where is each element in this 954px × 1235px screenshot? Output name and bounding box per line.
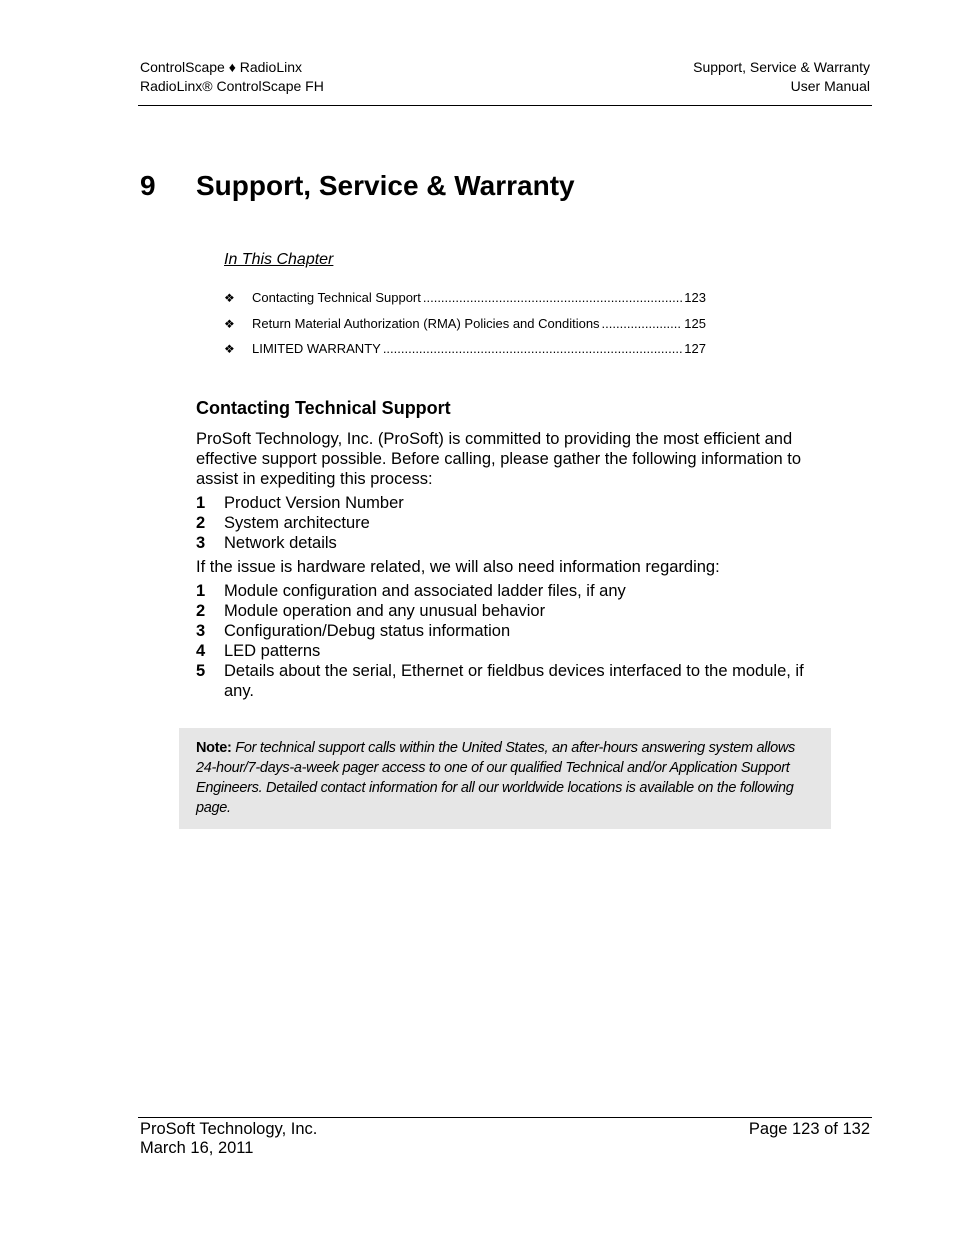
list-item-text: Module configuration and associated ladder files, if any	[224, 582, 626, 600]
list-item-text: Details about the serial, Ethernet or fieldbus devices interfaced to the module, if any.	[224, 662, 804, 700]
header-right	[693, 58, 870, 96]
list-item-text: Module operation and any unusual behavior	[224, 602, 546, 620]
footer-company: ProSoft Technology, Inc.	[140, 1120, 318, 1138]
section-intro: ProSoft Technology, Inc. (ProSoft) is committed to providing the most efficient and effective support possible. Before calling, please gather the following information to assist in expediting this process:	[196, 430, 802, 488]
chapter-title-text: Support, Service & Warranty	[196, 170, 575, 201]
toc-entry[interactable]	[224, 341, 706, 367]
list-item-number: 2	[196, 514, 206, 532]
chapter-toc	[224, 290, 706, 367]
list-item-text: System architecture	[224, 514, 370, 532]
list-item	[196, 621, 820, 641]
list-item-number: 1	[196, 582, 206, 600]
list-item-text: Configuration/Debug status information	[224, 622, 511, 640]
list-item-text: Network details	[224, 534, 337, 552]
list-item	[196, 533, 820, 553]
list-item-number: 4	[196, 642, 206, 660]
header-product-name: RadioLinx® ControlScape FH	[140, 78, 324, 94]
list-item	[196, 661, 820, 701]
list-item-number: 2	[196, 602, 206, 620]
diamond-bullet-icon: ❖	[224, 316, 235, 331]
list-item-number: 5	[196, 662, 206, 680]
list-item	[196, 601, 820, 621]
footer-date: March 16, 2011	[140, 1139, 254, 1157]
footer-divider	[138, 1117, 872, 1118]
list-item	[196, 641, 820, 661]
section-heading: Contacting Technical Support	[196, 398, 451, 418]
toc-leader-dots	[602, 316, 683, 331]
toc-leader-dots	[423, 290, 682, 305]
list-item-text: LED patterns	[224, 642, 321, 660]
hardware-info-list	[196, 581, 820, 701]
footer-page-number: Page 123 of 132	[748, 1120, 870, 1138]
toc-entry-text: Contacting Technical Support	[252, 290, 421, 305]
list-item-number: 3	[196, 622, 206, 640]
hardware-intro: If the issue is hardware related, we will also need information regarding:	[196, 558, 720, 576]
diamond-bullet-icon: ❖	[224, 291, 235, 305]
toc-entry[interactable]	[224, 316, 706, 342]
list-item-text: Product Version Number	[224, 494, 404, 512]
toc-entry-page: 125	[684, 315, 706, 331]
note-text: For technical support calls within the United States, an after-hours answering system allows 24-hour/7-days-a-week pager access to one of our qualified Technical and/or Application Support Engineers. Detailed contact information for all our worldwide locations is available on the following page.	[196, 740, 795, 816]
header-chapter-name: Support, Service & Warranty	[693, 59, 870, 75]
list-item-number: 3	[196, 534, 206, 552]
note-label: Note:	[196, 740, 232, 756]
in-this-chapter-label: In This Chapter	[224, 251, 334, 268]
header-product-line: ControlScape ♦ RadioLinx	[140, 59, 303, 75]
toc-entry-text: LIMITED WARRANTY	[252, 341, 381, 356]
toc-entry-text: Return Material Authorization (RMA) Policies and Conditions	[252, 315, 600, 331]
toc-entry[interactable]	[224, 290, 706, 316]
header-divider	[138, 105, 872, 106]
note-box	[179, 728, 831, 829]
chapter-number: 9	[140, 170, 156, 201]
header-doc-type: User Manual	[790, 78, 870, 94]
support-info-list	[196, 493, 820, 553]
list-item	[196, 493, 820, 513]
toc-entry-page: 123	[684, 290, 706, 305]
list-item-number: 1	[196, 494, 206, 512]
diamond-bullet-icon: ❖	[224, 342, 235, 356]
header-left	[140, 58, 324, 96]
list-item	[196, 581, 820, 601]
toc-entry-page: 127	[684, 341, 706, 356]
list-item	[196, 513, 820, 533]
toc-leader-dots	[383, 341, 682, 356]
footer-left	[140, 1120, 317, 1158]
chapter-title	[140, 170, 575, 202]
